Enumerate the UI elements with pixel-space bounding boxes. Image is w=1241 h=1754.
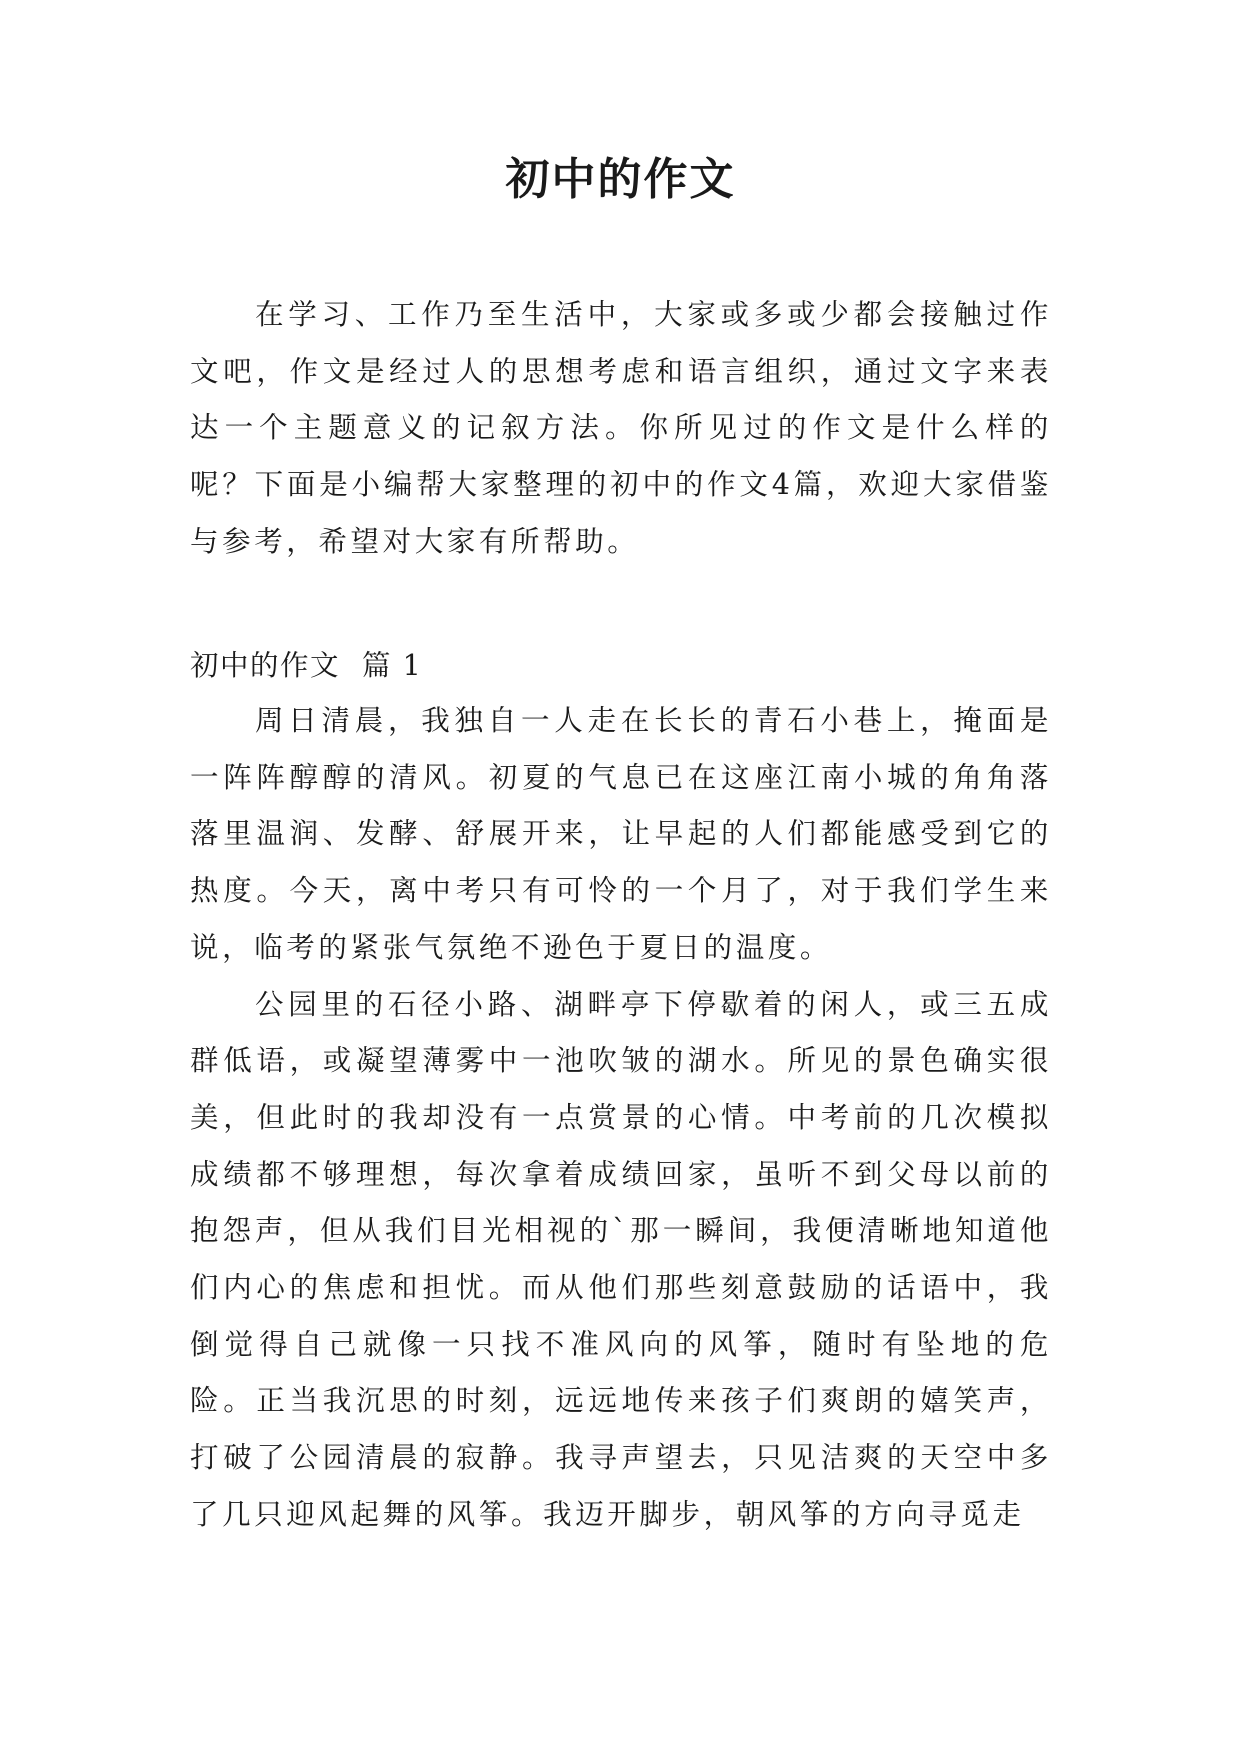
- body-paragraph: 周日清晨，我独自一人走在长长的青石小巷上，掩面是一阵阵醇醇的清风。初夏的气息已在这座江南小城的角角落落里温润、发酵、舒展开来，让早起的人们都能感受到它的热度。今天，离中考只有可怜的一个月了，对于我们学生来说，临考的紧张气氛绝不逊色于夏日的温度。: [190, 704, 1052, 964]
- section-heading-title: 初中的作文: [190, 649, 341, 682]
- section-heading: [190, 638, 422, 694]
- section-1-body: [190, 693, 1052, 1544]
- intro-section: [190, 287, 1052, 571]
- document-title: 初中的作文: [505, 154, 736, 205]
- intro-paragraph: 在学习、工作乃至生活中，大家或多或少都会接触过作文吧，作文是经过人的思想考虑和语言组织，通过文字来表达一个主题意义的记叙方法。你所见过的作文是什么样的呢？下面是小编帮大家整理的初中的作文4篇，欢迎大家借鉴与参考，希望对大家有所帮助。: [190, 298, 1052, 558]
- section-heading-number: 篇 1: [362, 649, 423, 682]
- body-paragraph: 公园里的石径小路、湖畔亭下停歇着的闲人，或三五成群低语，或凝望薄雾中一池吹皱的湖水。所见的景色确实很美，但此时的我却没有一点赏景的心情。中考前的几次模拟成绩都不够理想，每次拿着成绩回家，虽听不到父母以前的抱怨声，但从我们目光相视的`那一瞬间，我便清晰地知道他们内心的焦虑和担忧。而从他们那些刻意鼓励的话语中，我倒觉得自己就像一只找不准风向的风筝，随时有坠地的危险。正当我沉思的时刻，远远地传来孩子们爽朗的嬉笑声，打破了公园清晨的寂静。我寻声望去，只见洁爽的天空中多了几只迎风起舞的风筝。我迈开脚步，朝风筝的方向寻觅走: [190, 987, 1052, 1531]
